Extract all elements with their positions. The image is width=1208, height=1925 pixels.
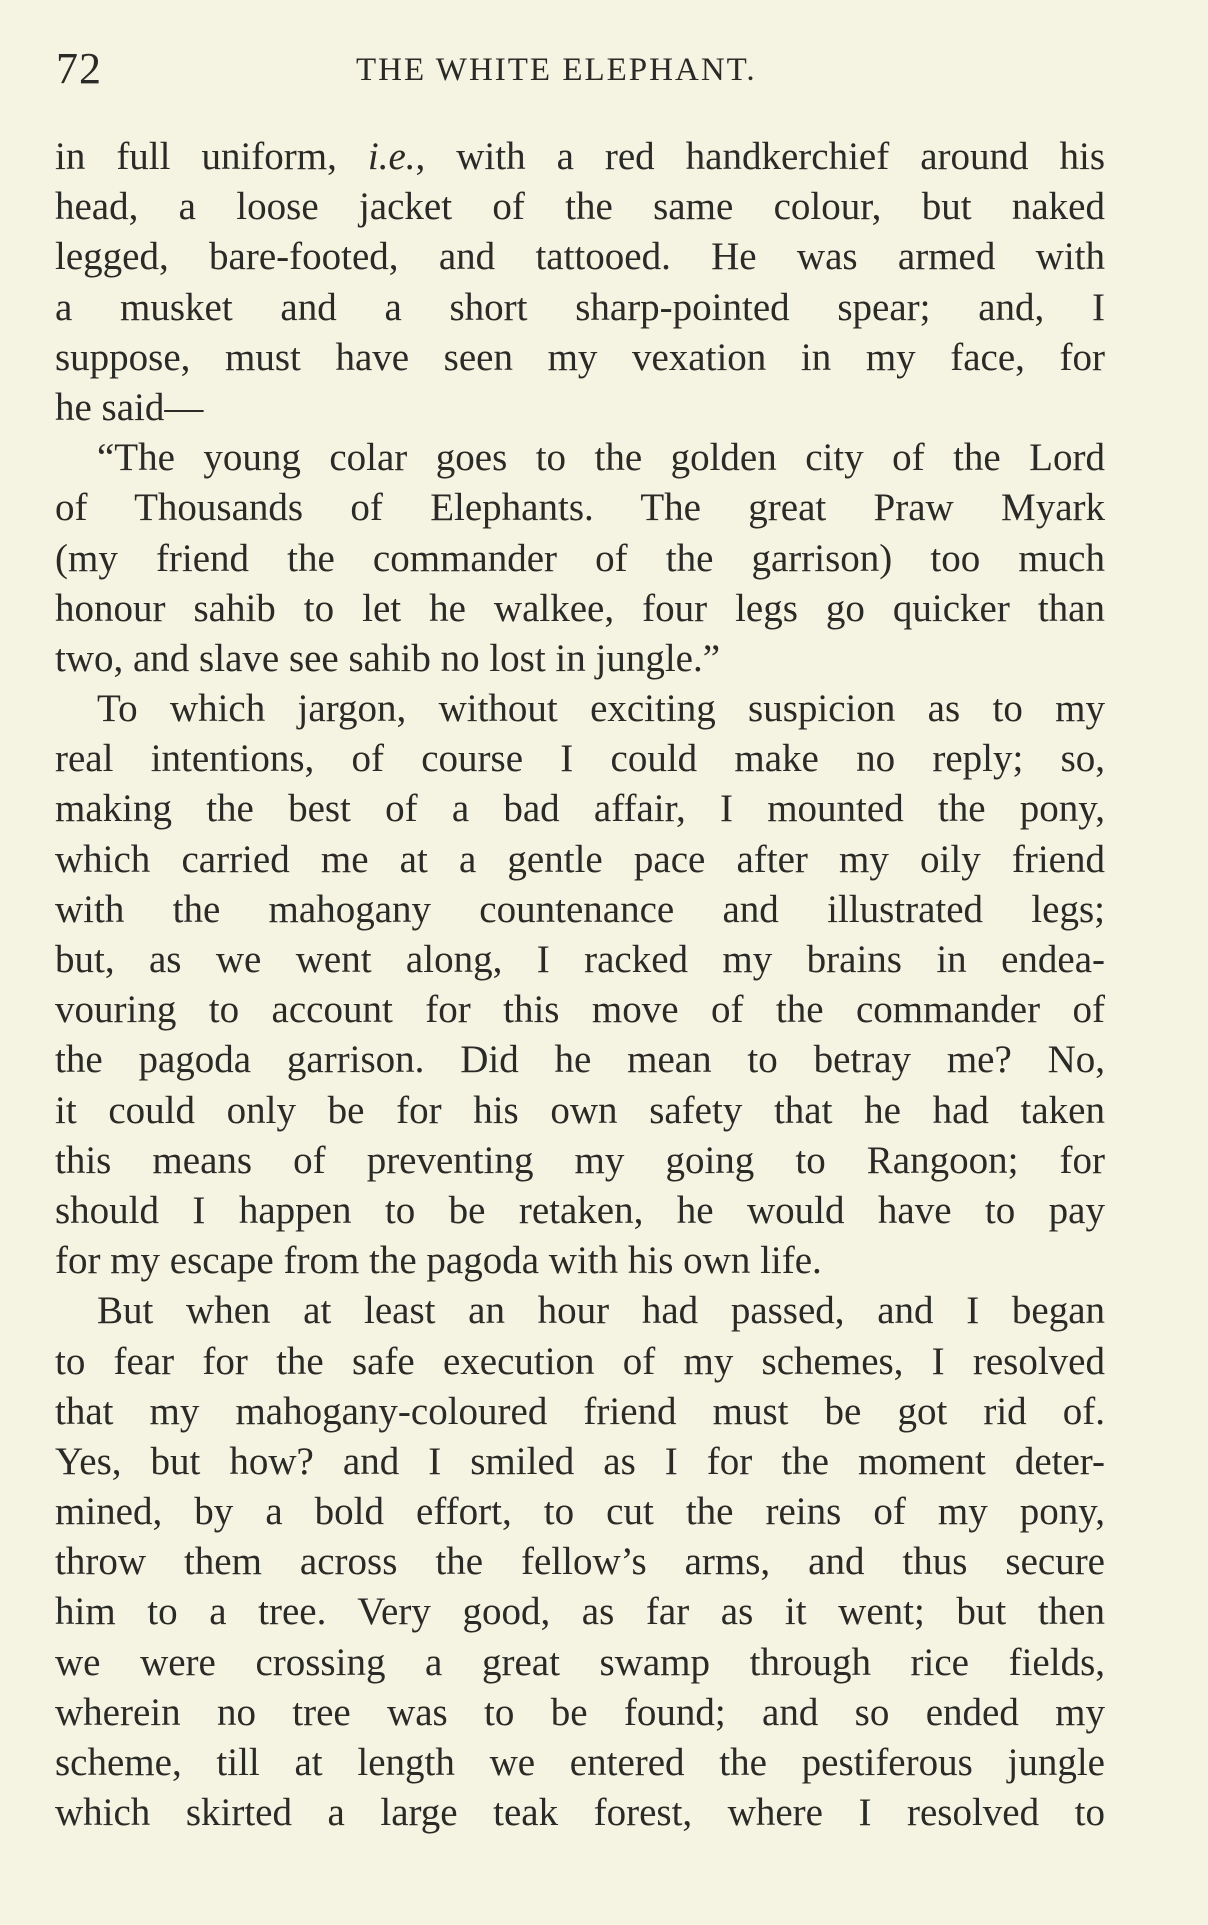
text-line: throw them across the fellow’s arms, and thus secure	[55, 1540, 1105, 1584]
text-line: in full uniform, i.e., with a red handkerchief around his	[55, 135, 1105, 178]
text-line: mined, by a bold effort, to cut the reins of my pony,	[55, 1490, 1105, 1534]
text-line: legged, bare-footed, and tattooed. He was armed with	[55, 235, 1105, 279]
text-line: should I happen to be retaken, he would have to pay	[55, 1188, 1105, 1232]
text-line: scheme, till at length we entered the pestiferous jungle	[55, 1741, 1105, 1784]
text-line: a musket and a short sharp-pointed spear; and, I	[55, 285, 1105, 329]
text-line: honour sahib to let he walkee, four legs go quicker than	[55, 586, 1105, 630]
text-line: of Thousands of Elephants. The great Praw Myark	[55, 486, 1105, 530]
text-line: we were crossing a great swamp through rice fields,	[55, 1640, 1105, 1684]
text-line: the pagoda garrison. Did he mean to betray me? No,	[55, 1038, 1105, 1082]
italic-abbreviation: i.e.	[367, 135, 416, 178]
text-line: which carried me at a gentle pace after my oily friend	[55, 837, 1105, 881]
text-line: head, a loose jacket of the same colour, but naked	[55, 185, 1105, 229]
text-line: But when at least an hour had passed, and I began	[97, 1289, 1105, 1333]
text-line: making the best of a bad affair, I mounted the pony,	[55, 787, 1105, 831]
text-line: this means of preventing my going to Rangoon; for	[55, 1138, 1105, 1182]
text-line: which skirted a large teak forest, where I resolved to	[55, 1791, 1105, 1835]
text-line: to fear for the safe execution of my schemes, I resolved	[55, 1339, 1105, 1383]
body-text	[55, 132, 1105, 1838]
text-line: him to a tree. Very good, as far as it went; but then	[55, 1590, 1105, 1634]
text-line: “The young colar goes to the golden city of the Lord	[97, 436, 1105, 480]
text-line: that my mahogany-coloured friend must be got rid of.	[55, 1389, 1105, 1433]
text-line: Yes, but how? and I smiled as I for the moment deter-	[55, 1439, 1105, 1483]
text-line: To which jargon, without exciting suspicion as to my	[97, 687, 1105, 731]
text-line: real intentions, of course I could make no reply; so,	[55, 737, 1105, 781]
text-line: but, as we went along, I racked my brains in endea-	[55, 938, 1105, 981]
page-number: 72	[56, 44, 102, 93]
text-line: it could only be for his own safety that he had taken	[55, 1088, 1105, 1132]
text-line: with the mahogany countenance and illustrated legs;	[55, 887, 1105, 931]
running-head	[56, 44, 1106, 94]
text-line: suppose, must have seen my vexation in my face, for	[55, 335, 1105, 379]
text-line: wherein no tree was to be found; and so ended my	[55, 1690, 1105, 1734]
text-line: he said—	[55, 385, 204, 429]
text-line: (my friend the commander of the garrison) too much	[55, 536, 1105, 580]
text-line: vouring to account for this move of the commander of	[55, 988, 1105, 1032]
running-title: THE WHITE ELEPHANT.	[356, 52, 757, 88]
text-line: two, and slave see sahib no lost in jungle.”	[55, 636, 721, 680]
text-line: for my escape from the pagoda with his own life.	[55, 1239, 822, 1283]
